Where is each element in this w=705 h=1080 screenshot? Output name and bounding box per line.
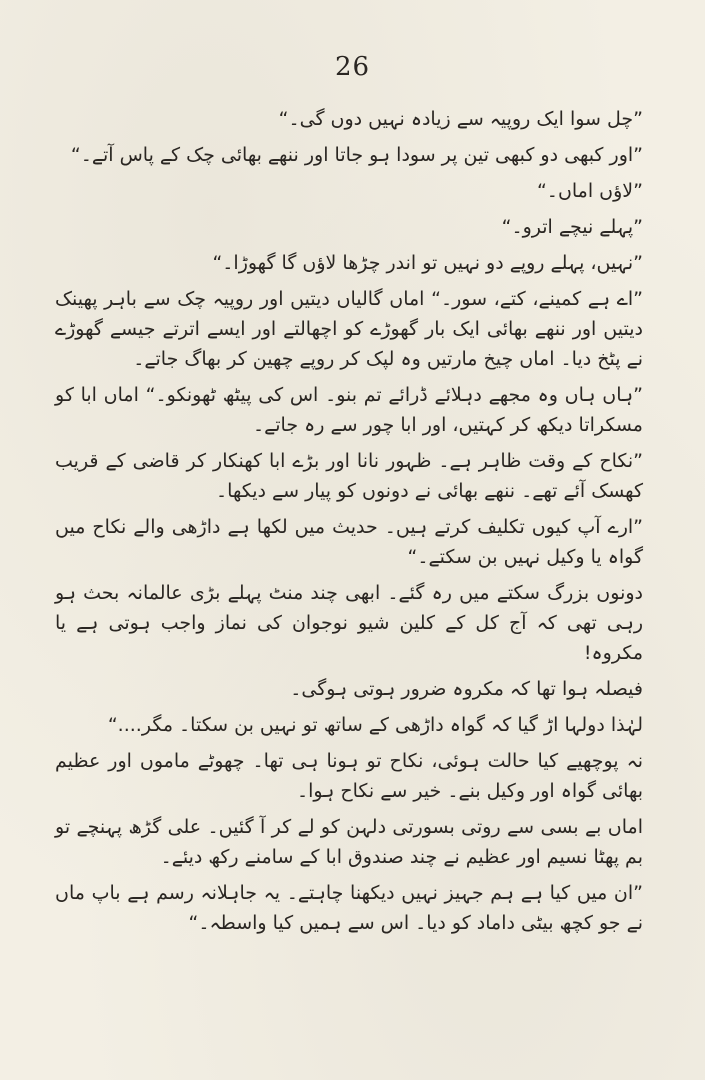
paragraph: لہٰذا دولہا اڑ گیا کہ گواہ داڑھی کے ساتھ تو نہیں بن سکتا۔ مگر....“ — [107, 714, 643, 736]
paragraph: ”ہاں ہاں وہ مجھے دہلائے ڈرائے تم بنو۔ اس کی پیٹھ ٹھونکو۔“ اماں ابا کو مسکراتا دیکھ کر کہتیں، اور ابا چور سے رہ جاتے۔ — [55, 384, 643, 436]
paragraph: دونوں بزرگ سکتے میں رہ گئے۔ ابھی چند منٹ پہلے بڑی عالمانہ بحث ہو رہی تھی کہ آج کل کے کلین شیو نوجوان کی نماز واجب ہوتی ہے یا مکروہ! — [55, 582, 643, 664]
paragraph: نہ پوچھیے کیا حالت ہوئی، نکاح تو ہونا ہی تھا۔ چھوٹے ماموں اور عظیم بھائی گواہ اور وکیل بنے۔ خیر سے نکاح ہوا۔ — [55, 750, 643, 802]
paragraph: ”لاؤں اماں۔“ — [536, 180, 643, 202]
paragraph: ”چل سوا ایک روپیہ سے زیادہ نہیں دوں گی۔“ — [278, 108, 643, 130]
paragraph: اماں بے بسی سے روتی بسورتی دلہن کو لے کر آ گئیں۔ علی گڑھ پہنچے تو بم پھٹا نسیم اور عظیم نے چند صندوق ابا کے سامنے رکھ دیئے۔ — [55, 816, 643, 868]
paragraph: ”نکاح کے وقت ظاہر ہے۔ ظہور نانا اور بڑے ابا کھنکار کر قاضی کے قریب کھسک آئے تھے۔ ننھے بھائی نے دونوں کو پیار سے دیکھا۔ — [55, 450, 643, 502]
paragraph: ”ارے آپ کیوں تکلیف کرتے ہیں۔ حدیث میں لکھا ہے داڑھی والے نکاح میں گواہ یا وکیل نہیں بن سکتے۔“ — [55, 516, 643, 568]
page-body-text — [55, 104, 665, 944]
page-number: 26 — [334, 52, 371, 82]
paragraph: ”اے ہے کمینے، کتے، سور۔“ اماں گالیاں دیتیں اور روپیہ چک سے باہر پھینک دیتیں اور ننھے بھائی ایک بار گھوڑے کو اچھالتے اور ایسے اترتے جیسے گھوڑے نے پٹخ دیا۔ اماں چیخ مارتیں وہ لپک کر روپے چھین کر بھاگ جاتے۔ — [55, 288, 643, 370]
paragraph: ”اور کبھی دو کبھی تین پر سودا ہو جاتا اور ننھے بھائی چک کے پاس آتے۔“ — [70, 144, 643, 166]
paragraph: ”ان میں کیا ہے ہم جہیز نہیں دیکھنا چاہتے۔ یہ جاہلانہ رسم ہے باپ ماں نے جو کچھ بیٹی داماد کو دیا۔ اس سے ہمیں کیا واسطہ۔“ — [55, 882, 643, 934]
paragraph: ”پہلے نیچے اترو۔“ — [501, 216, 643, 238]
paragraph: ”نہیں، پہلے روپے دو نہیں تو اندر چڑھا لاؤں گا گھوڑا۔“ — [212, 252, 643, 274]
paragraph: فیصلہ ہوا تھا کہ مکروہ ضرور ہوتی ہوگی۔ — [290, 678, 643, 700]
